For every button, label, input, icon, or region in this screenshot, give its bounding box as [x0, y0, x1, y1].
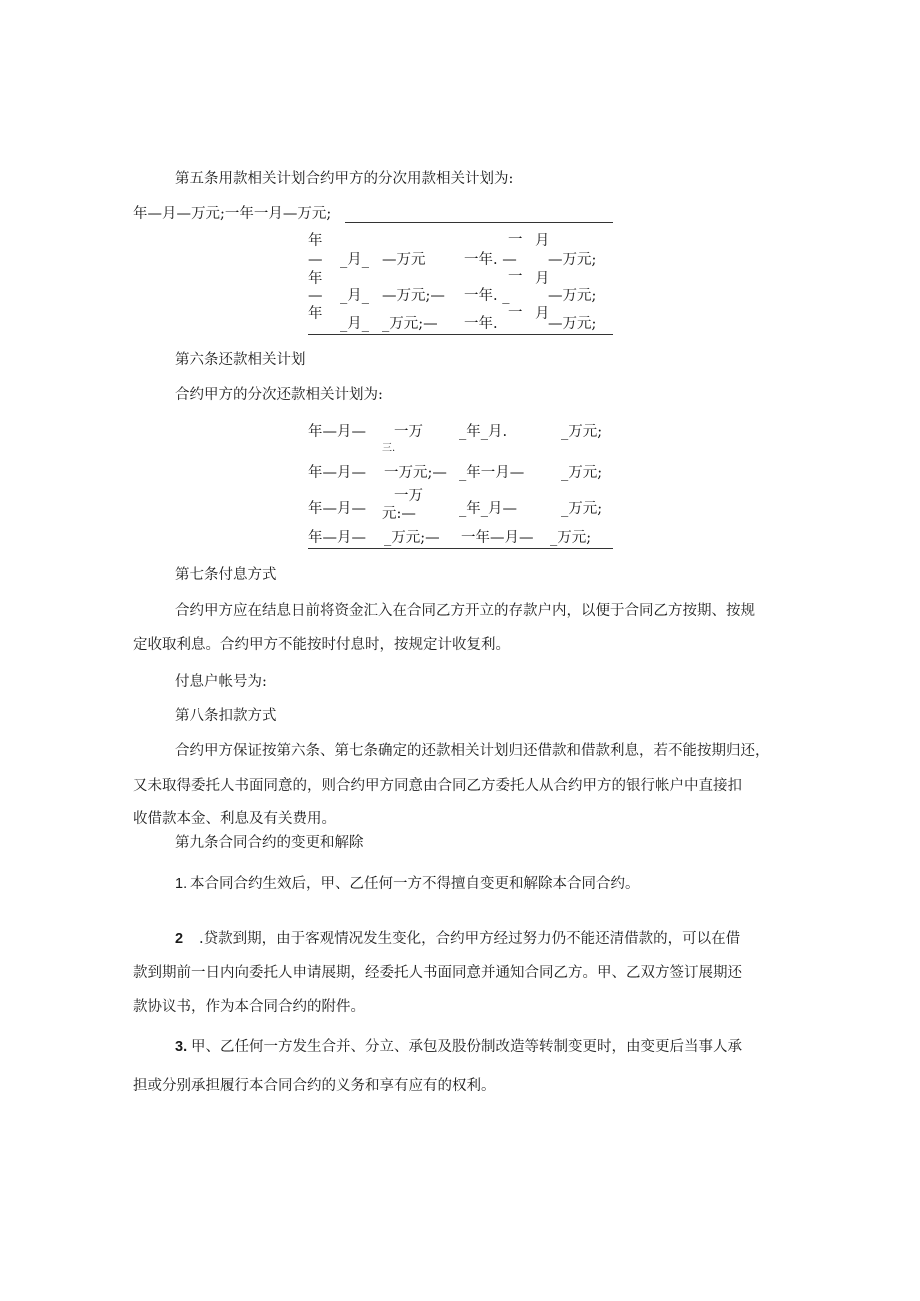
- item-1-text: 本合同合约生效后，甲、乙任何一方不得擅自变更和解除本合同合约。: [190, 876, 640, 892]
- schedule-cell: _万元;—: [384, 530, 440, 546]
- schedule-cell: 一万: [394, 488, 423, 504]
- grid-cell: —万元;: [548, 288, 597, 304]
- item-1-number: 1.: [175, 876, 188, 892]
- schedule-cell: 元:—: [382, 506, 416, 522]
- item-3-number: 3.: [175, 1039, 188, 1055]
- fill-in-line: [345, 222, 613, 223]
- article-6-heading: 第六条还款相关计划: [175, 352, 306, 368]
- item-2-text-line: .贷款到期，由于客观情况发生变化，合约甲方经过努力仍不能还清借款的，可以在借: [199, 931, 741, 947]
- grid-cell: 年: [308, 306, 323, 322]
- grid-cell: 年: [308, 271, 323, 287]
- schedule-cell: _年_月—: [459, 501, 517, 517]
- grid-cell: —万元: [382, 252, 426, 268]
- schedule-bottom-rule: [308, 548, 613, 549]
- schedule-cell: 一年—月—: [461, 530, 534, 546]
- article-8-paragraph-line: 合约甲方保证按第六条、第七条确定的还款相关计划归还借款和借款利息，若不能按期归还，: [175, 743, 770, 759]
- grid-cell: 一: [508, 269, 523, 285]
- grid-cell: 一: [508, 232, 523, 248]
- schedule-cell: _年一月—: [459, 465, 525, 481]
- schedule-cell: 年—月—: [308, 501, 366, 517]
- grid-cell: —万元;: [548, 252, 597, 268]
- grid-cell: —万元;: [548, 316, 597, 332]
- item-2-text-line: 款到期前一日内向委托人申请展期，经委托人书面同意并通知合同乙方。甲、乙双方签订展期还: [133, 965, 742, 981]
- schedule-cell: 一万: [394, 424, 423, 440]
- article-8-paragraph-line: 收借款本金、利息及有关费用。: [133, 811, 336, 827]
- grid-cell: 一年. _: [464, 288, 510, 304]
- grid-cell: _月_: [340, 316, 369, 332]
- schedule-cell: _万元;: [561, 465, 603, 481]
- grid-cell: —万元;—: [382, 288, 445, 304]
- article-7-paragraph-line: 定收取利息。合约甲方不能按时付息时，按规定计收复利。: [133, 637, 510, 653]
- schedule-cell: _年_月.: [459, 424, 508, 440]
- grid-cell: 一年.: [464, 316, 498, 332]
- grid-cell: 一年. —: [464, 252, 517, 268]
- article-6-intro: 合约甲方的分次还款相关计划为:: [175, 387, 383, 403]
- grid-cell: _月_: [340, 288, 369, 304]
- grid-cell: _月_: [340, 252, 369, 268]
- item-3-text-line: 担或分别承担履行本合同合约的义务和享有应有的权利。: [133, 1078, 496, 1094]
- article-5-line-1: 年—月—万元;一年一月—万元;: [133, 206, 332, 222]
- article-8-heading: 第八条扣款方式: [175, 708, 277, 724]
- schedule-cell: 年—月—: [308, 424, 366, 440]
- article-7-paragraph-line: 合约甲方应在结息日前将资金汇入在合同乙方开立的存款户内，以便于合同乙方按期、按规: [175, 603, 755, 619]
- interest-account-label: 付息户帐号为:: [175, 674, 267, 690]
- schedule-cell: 三.: [382, 443, 396, 454]
- grid-cell: 一: [508, 305, 523, 321]
- grid-cell: 月: [535, 233, 550, 249]
- grid-cell: _万元;—: [382, 316, 438, 332]
- grid-bottom-rule: [308, 334, 613, 335]
- item-3-text-line: 甲、乙任何一方发生合并、分立、承包及股份制改造等转制变更时，由变更后当事人承: [191, 1039, 742, 1055]
- item-2-number: 2: [175, 931, 184, 947]
- grid-cell: —: [308, 252, 323, 268]
- grid-cell: 月: [535, 271, 550, 287]
- schedule-cell: 一万元;—: [384, 465, 447, 481]
- schedule-cell: _万元;: [561, 424, 603, 440]
- item-2-text-line: 款协议书，作为本合同合约的附件。: [133, 999, 365, 1015]
- schedule-cell: 年—月—: [308, 465, 366, 481]
- schedule-cell: 年—月—: [308, 530, 366, 546]
- schedule-cell: _万元;: [550, 530, 592, 546]
- grid-cell: 月: [535, 306, 550, 322]
- article-9-heading: 第九条合同合约的变更和解除: [175, 835, 364, 851]
- article-7-heading: 第七条付息方式: [175, 567, 277, 583]
- grid-cell: 年: [308, 233, 323, 249]
- schedule-cell: _万元;: [561, 501, 603, 517]
- article-8-paragraph-line: 又未取得委托人书面同意的，则合约甲方同意由合同乙方委托人从合约甲方的银行帐户中直接扣: [133, 778, 742, 794]
- article-5-heading: 第五条用款相关计划合约甲方的分次用款相关计划为:: [175, 171, 514, 187]
- grid-cell: —: [308, 288, 323, 304]
